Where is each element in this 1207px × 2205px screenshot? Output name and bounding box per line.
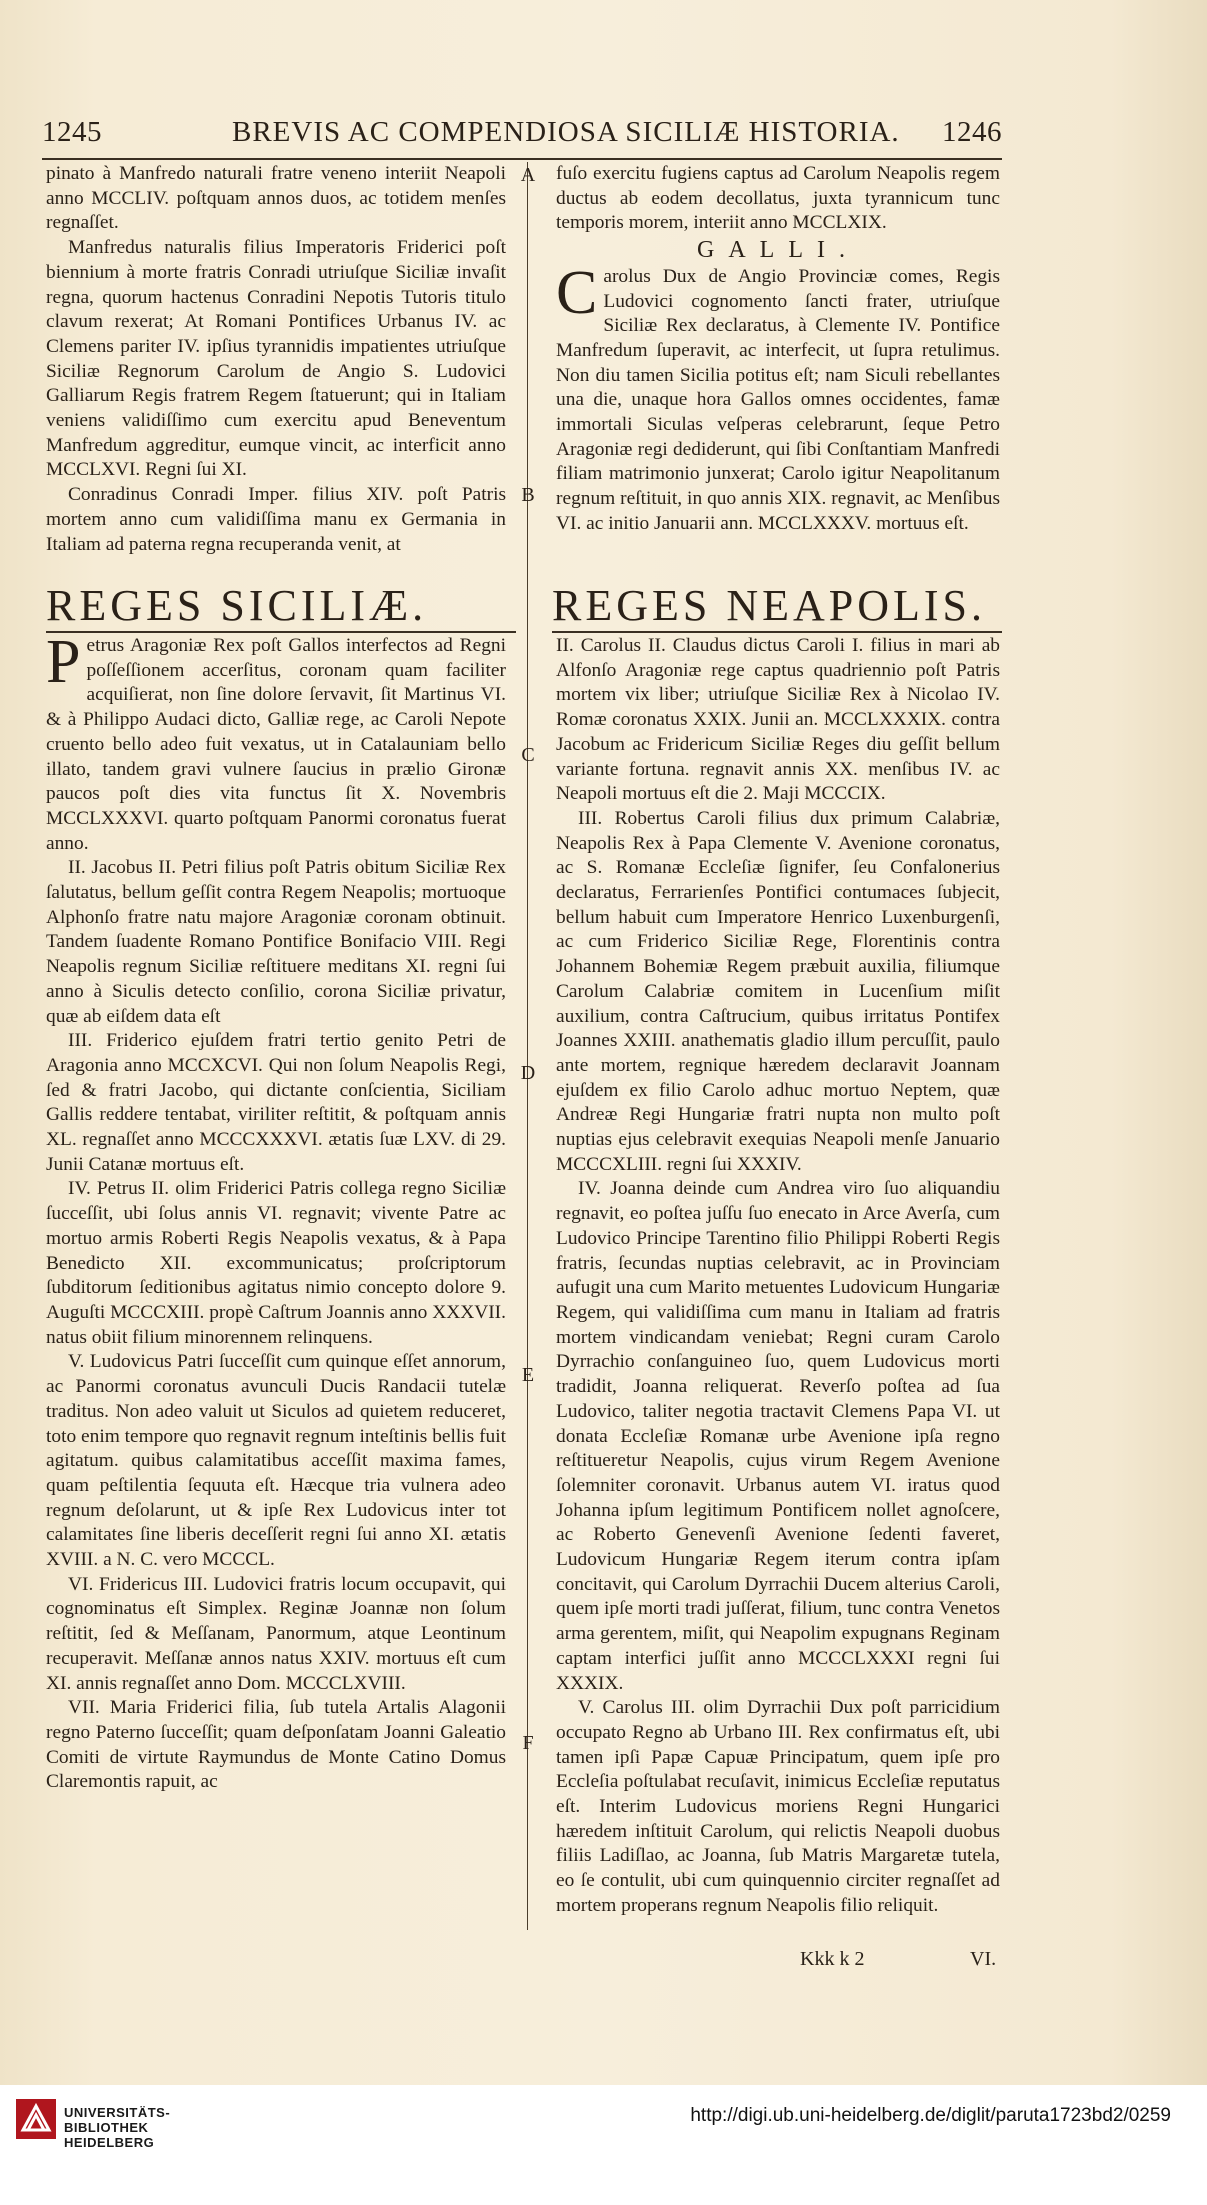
library-line-3: HEIDELBERG	[64, 2135, 155, 2150]
left-column-bottom	[46, 628, 506, 1795]
left-column-top	[46, 162, 506, 557]
paragraph-intro-left: pinato à Manfredo naturali fratre veneno interiit Neapoli anno MCCLIV. poſtquam annos duos, ac totidem menſes regnaſſet.	[46, 163, 506, 234]
signature-mark: Kkk k 2	[800, 1948, 865, 1970]
margin-letter-d: D	[520, 1062, 536, 1084]
heading-galli: GALLI.	[697, 237, 859, 264]
catchword: VI.	[970, 1948, 997, 1970]
margin-letter-e: E	[521, 1364, 535, 1386]
page-number-right: 1246	[942, 116, 1002, 148]
paragraph-carolus-ii: II. Carolus II. Claudus dictus Caroli I. filius in mari ab Alfonſo Aragoniæ rege captus quadriennio poſt Patris mortem vix liber; utriuſque Siciliæ Rex à Nicolao IV. Romæ coronatus XXIX. Junii an. MCCLXXXIX. contra Jacobum ac Fridericum Siciliæ Reges diu geſſit bellum variante fortuna. regnavit annis XX. menſibus IV. ac Neapoli mortuus eſt die 2. Maji MCCCIX.	[556, 635, 1000, 805]
running-title: BREVIS AC COMPENDIOSA SICILIÆ HISTORIA.	[232, 116, 900, 148]
footer-strip	[0, 2085, 1207, 2205]
paragraph-carolus: Carolus Dux de Angio Provinciæ comes, Regis Ludovici cognomento ſancti frater, utriuſque Siciliæ Rex declaratus, à Clemente IV. Pontifice Manfredum ſuperavit, ac interfecit, ut ſupra retulimus. Non diu tamen Sicilia potitus eſt; nam Siculi rebellantes una die, unaque hora Gallos omnes occidentes, famæ immortali Siculas veſperas celebrarunt, ſeque Petro Aragoniæ regi dediderunt, qui ſibi Conſtantiam Manfredi filiam matrimonio junxerat; Carolo igitur Neapolitanum regnum reſtituit, in quo annis XIX. regnavit, ac Menſibus VI. ac initio Januarii ann. MCCLXXXV. mortuus eſt.	[556, 258, 1000, 534]
paragraph-robertus: III. Robertus Caroli filius dux primum Calabriæ, Neapolis Rex à Papa Clemente V. Avenione coronatus, ac S. Romanæ Eccleſiæ ſignifer, ſeu Confalonerius declaratus, Ferrarienſes Pontifici contumaces ſubjecit, bellum habuit cum Imperatore Henrico Luxenburgenſi, ac cum Friderico Siciliæ Rege, Florentinis contra Johannem Bohemiæ Regem præbuit auxilia, filiumque Carolum Calabriæ comitem in Lucenſium miſit auxilium, contra Caſtrucium, quibus irritatus Pontifex Joannes XXIII. anathematis gladio illum percuſſit, paulo ante mortem, regnique hæredem declaravit Joannam ejuſdem ex filio Carolo adhuc mortuo Neptem, quæ Andreæ Regi Hungariæ fratri nupta non multo poſt nuptias ejus celebravit exequias Neapoli menſe Januario MCCCXLIII. regni ſui XXXIV.	[556, 807, 1000, 1175]
paragraph-fridericus-ii: III. Friderico ejuſdem fratri tertio genito Petri de Aragonia anno MCCXCVI. Qui non ſolum Neapolis Regi, ſed & fratri Jacobo, qui dictante conſcientia, Siciliam Gallis reddere tentabat, viriliter reſtitit, & poſtquam annis XL. regnaſſet anno MCCCXXXVI. ætatis ſuæ LXV. di 29. Junii Catanæ mortuus eſt.	[46, 1030, 506, 1175]
paragraph-joanna: IV. Joanna deinde cum Andrea viro ſuo aliquandiu regnavit, eo poſtea juſſu ſuo enecato in Arce Averſa, cum Ludovico Principe Tarentino filio Philippi Roberti Regis fratris, ſecundas nuptias celebravit, ac in Provinciam aufugit una cum Marito metuentes Ludovicum Hungariæ Regem, qui validiſſima cum manu in Italiam ad fratris mortem vindicandam veniebat; Regni curam Carolo Dyrrachio conſanguineo ſuo, quem Ludovicus morti tradidit, Joanna reliquerat. Reverſo poſtea ad ſua Ludovico, taliter negotia tractavit Clemens Papa VI. ut donata Eccleſiæ Romanæ urbe Avenione ipſa regno reſtitueretur Neapolis, cujus virum Regem Avenione ſolemniter coronavit. Urbanus autem VI. iratus quod Johanna ipſum legitimum Pontificem nollet agnoſcere, ac Roberto Genevenſi Avenione ſedenti faveret, Ludovicum Hungariæ Regem iterum contra ipſam concitavit, qui Carolum Dyrrachii Ducem alterius Caroli, quem ipſe morti tradi juſſerat, filium, tunc contra Venetos arma gerentem, miſit, qui Neapolim expugnans Reginam captam interfici juſſit anno MCCCLXXXI regni ſui XXXIX.	[556, 1178, 1000, 1694]
header-rule	[42, 158, 1002, 160]
margin-letter-a: A	[520, 164, 536, 186]
drop-cap-c: C	[556, 258, 598, 327]
margin-letter-f: F	[522, 1732, 534, 1754]
university-library-logo-icon	[14, 2097, 58, 2141]
library-line-1: UNIVERSITÄTS-	[64, 2105, 171, 2120]
paragraph-intro-right: fuſo exercitu fugiens captus ad Carolum Neapolis regem ductus ab eodem decollatus, juxta tyrannicum tunc temporis morem, interiit anno MCCLXIX.	[556, 163, 1000, 234]
paragraph-jacobus: II. Jacobus II. Petri filius poſt Patris obitum Siciliæ Rex ſalutatus, bellum geſſit contra Regem Neapolis; mortuoque Alphonſo fratre natu majore Aragoniæ coronam obtinuit. Tandem ſuadente Romano Pontifice Bonifacio VIII. Regi Neapolis regnum Siciliæ reſtituere meditans XI. regni ſui anno à Siculis detecto conſilio, corona Siciliæ privatur, quæ ab eiſdem data eſt	[46, 857, 506, 1027]
paragraph-ludovicus: V. Ludovicus Patri ſucceſſit cum quinque eſſet annorum, ac Panormi coronatus avunculi Ducis Randacii tutelæ traditus. Non adeo valuit ut Siculos ad quietem reduceret, toto enim tempore quo regnavit regnum inteſtinis bellis fuit agitatum. quibus calamitatibus acceſſit maxima fames, quam peſtilentia ſequuta eſt. Hæcque tria vulnera adeo regnum deſolarunt, ut & ipſe Rex Ludovicus inter tot calamitates ſine liberis deceſſerit regni ſui anno XI. ætatis XVIII. a N. C. vero MCCCL.	[46, 1351, 506, 1571]
running-head	[42, 116, 1002, 156]
section-title-neapolis: REGES NEAPOLIS.	[552, 580, 1002, 633]
margin-letter-b: B	[521, 484, 535, 506]
section-title-sicilia: REGES SICILIÆ.	[46, 580, 516, 633]
page-number-left: 1245	[42, 116, 102, 148]
paragraph-maria: VII. Maria Friderici filia, ſub tutela Artalis Alagonii regno Paterno ſucceſſit; quam deſponſatam Joanni Galeatio Comiti de virtute Raymundus de Monte Catino Domus Claremontis rapuit, ac	[46, 1697, 506, 1793]
paragraph-petrus: Petrus Aragoniæ Rex poſt Gallos interfectos ad Regni poſſeſſionem accerſitus, coronam quam faciliter acquiſierat, non ſine dolore ſervavit, ſit Martinus VI. & à Philippo Audaci dicto, Galliæ rege, ac Caroli Nepote cruento bello adeo fuit vexatus, ut in Catalauniam bello illato, tandem gravi vulnere ſaucius in prælio Gironæ paucos poſt dies vita functus ſit X. Novembris MCCLXXXVI. quarto poſtquam Panormi coronatus fuerat anno.	[46, 628, 506, 854]
paragraph-carolus-iii: V. Carolus III. olim Dyrrachii Dux poſt parricidium occupato Regno ab Urbano III. Rex confirmatus eſt, ubi tamen ipſi Papæ Capuæ Principatum, quem ipſe pro Eccleſia poſtulabat recuſavit, inimicus Eccleſiæ reputatus eſt. Interim Ludovicus moriens Regni Hungarici hæredem inſtituit Carolum, qui relictis Neapoli duobus filiis Ladiſlao, ac Joanna, ſub Matris Margaretæ tutela, eo ſe contulit, ubi cum quinquennio circiter regnaſſet ad mortem properans regnum Neapolis filio reliquit.	[556, 1697, 1000, 1916]
right-column-top	[556, 162, 1000, 537]
margin-letter-c: C	[521, 744, 535, 766]
right-column-bottom	[556, 634, 1000, 1919]
library-name	[64, 2105, 170, 2150]
column-divider	[527, 162, 528, 1930]
paragraph-conradinus: Conradinus Conradi Imper. filius XIV. poſt Patris mortem anno cum validiſſima manu ex Germania in Italiam ad paterna regna recuperanda venit, at	[46, 484, 506, 555]
drop-cap-p: P	[46, 628, 81, 696]
source-url-link[interactable]: http://digi.ub.uni-heidelberg.de/diglit/paruta1723bd2/0259	[690, 2105, 1171, 2126]
paragraph-manfredus: Manfredus naturalis filius Imperatoris Friderici poſt biennium à morte fratris Conradi utriuſque Siciliæ invaſit regna, quorum hactenus Conradini Nepotis Tutoris titulo clavum rexerat; At Romani Pontifices Urbanus IV. ac Clemens pariter IV. ipſius tyrannidis impatientes utriuſque Siciliæ Regnorum Carolum de Angio S. Ludovici Galliarum Regis fratrem Regem ſtatuerunt; qui in Italiam veniens validiſſimo cum exercitu apud Beneventum Manfredum aggreditur, eumque vincit, ac interficit anno MCCLXVI. Regni ſui XI.	[46, 237, 506, 481]
paragraph-petrus-ii: IV. Petrus II. olim Friderici Patris collega regno Siciliæ ſucceſſit, ubi ſolus annis VI. regnavit; vivente Patre ac mortuo armis Roberti Regis Neapolis vexatus, & à Papa Benedicto XII. excommunicatus; proſcriptorum ſubditorum ſeditionibus agitatus nimio concepto dolore 9. Auguſti MCCCXIII. propè Caſtrum Joannis anno XXXVII. natus obiit filium minorennem relinquens.	[46, 1178, 506, 1348]
paragraph-fridericus-iii: VI. Fridericus III. Ludovici fratris locum occupavit, qui cognominatus eſt Simplex. Reginæ Joannæ non ſolum reſtitit, ſed & Meſſanam, Panormum, atque Leontinum recuperavit. Meſſanæ annos natus XXIV. mortuus eſt cum XI. annis regnaſſet anno Dom. MCCCLXVIII.	[46, 1573, 506, 1694]
library-line-2: BIBLIOTHEK	[64, 2120, 149, 2135]
